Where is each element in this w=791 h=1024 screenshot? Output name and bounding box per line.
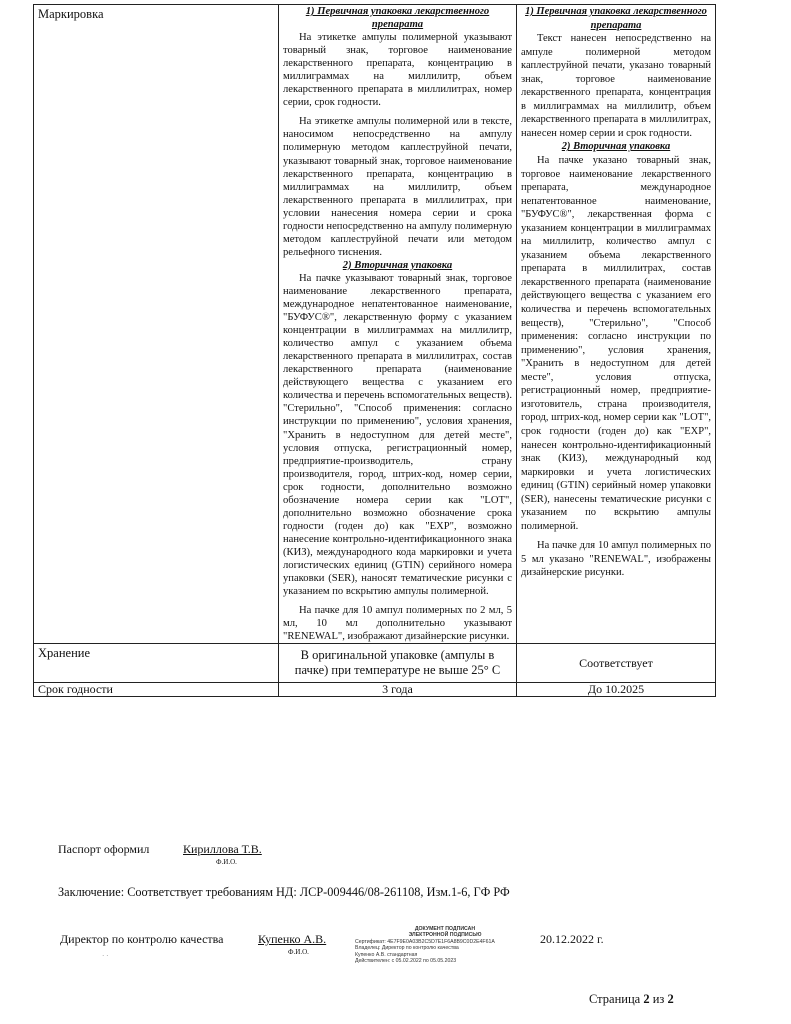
director-fio-caption: Ф.И.О. xyxy=(288,948,309,956)
primary-pack-heading: 1) Первичная упаковка лекарственного препарата xyxy=(525,6,707,31)
result-paragraph: На пачке указано товарный знак, торговое наименование лекарственного препарата, международное непатентованное наименование, "БУФУС®", лекарственная форма с указанием концентрации в миллиграммах на миллилитр, количество ампул с указанием объема лекарственного препарата в миллилитрах, состав лекарственного препарата (наименование действующего вещества с указанием его количества и перечень вспомогательных веществ), "Стерильно", "Способ применения: согласно инструкции по применению", условия хранения, "Хранить в недоступном для детей месте", условия отпуска, регистрационный номер, предприятие-изготовитель, страна производителя, город, штрих-код, номер серии как "LOT", срок годности (годен до) как "EXP", нанесен контрольно-идентификационный знак (КИЗ), международный код маркировки и учета логистических единиц (GTIN) серийный номер упаковки (SER), нанесены тематические рисунки с указанием по вскрытию ампулы полимерной. xyxy=(521,155,711,532)
secondary-pack-heading: 2) Вторичная упаковка xyxy=(561,141,671,153)
marking-row xyxy=(34,5,716,644)
stamp-title: ДОКУМЕНТ ПОДПИСАН xyxy=(414,926,476,932)
storage-requirement: В оригинальной упаковке (ампулы в пачке) при температуре не выше 25° С xyxy=(279,644,517,683)
result-paragraph: На пачке для 10 ампул полимерных по 5 мл указано "RENEWAL", изображены дизайнерские рисунки. xyxy=(521,540,711,579)
page-prefix: Страница xyxy=(589,992,641,1006)
shelf-life-label: Срок годности xyxy=(34,683,279,697)
page-current: 2 xyxy=(643,992,650,1006)
passport-label: Паспорт оформил xyxy=(58,842,150,856)
shelf-life-result: До 10.2025 xyxy=(517,683,716,697)
marking-result-cell xyxy=(517,5,716,644)
director-name: Купенко А.В. xyxy=(258,932,327,946)
primary-pack-heading: 1) Первичная упаковка лекарственного препарата xyxy=(305,6,490,31)
passport-fio-caption: Ф.И.О. xyxy=(216,858,237,866)
requirement-paragraph: На пачке для 10 ампул полимерных по 2 мл, 5 мл, 10 мл дополнительно указывают "RENEWAL", изображают дизайнерские рисунки. xyxy=(283,605,512,643)
conclusion: Заключение: Соответствует требованиям НД: ЛСР-009446/08-261108, Изм.1-6, ГФ РФ xyxy=(58,885,510,899)
storage-result: Соответствует xyxy=(517,644,716,683)
spec-table xyxy=(33,4,716,697)
electronic-signature-stamp xyxy=(355,926,535,964)
stamp-line: Владелец: Директор по контролю качества xyxy=(355,945,459,952)
stamp-line: Действителен: с 05.02.2022 по 05.05.2023 xyxy=(355,958,457,965)
secondary-pack-heading: 2) Вторичная упаковка xyxy=(342,259,453,271)
result-paragraph: Текст нанесен непосредственно на ампуле полимерной методом каплеструйной печати, указано товарный знак, торговое наименование лекарственного препарата, концентрация в миллиграммах на миллилитр, объем лекарственного препарата в миллилитрах, нанесен номер серии и срок годности. xyxy=(521,33,711,139)
storage-row xyxy=(34,644,716,683)
storage-label: Хранение xyxy=(34,644,279,683)
stamp-line: Сертификат: 4E7F9E0A03B2C5D7E1F6A8B9C0D2E4F61A xyxy=(355,938,495,945)
shelf-life-row xyxy=(34,683,716,697)
marking-requirement-cell xyxy=(279,5,517,644)
director-label: Директор по контролю качества xyxy=(60,932,224,946)
signature-date: 20.12.2022 г. xyxy=(540,932,604,946)
shelf-life-requirement: 3 года xyxy=(279,683,517,697)
stamp-subtitle: ЭЛЕКТРОННОЙ ПОДПИСЬЮ xyxy=(408,932,482,939)
requirement-paragraph: На этикетке ампулы полимерной или в тексте, наносимом непосредственно на ампулу полимерную методом каплеструйной печати, указывают товарный знак, торговое наименование лекарственного препарата, концентрацию в миллиграммах на миллилитр, объем лекарственного препарата в миллилитрах, при условии нанесения номера серии и срока годности непосредственно на ампулу полимерную методом каплеструйной печати или методом рельефного тиснения. xyxy=(283,116,512,258)
page-of: из xyxy=(652,992,665,1006)
passport-signature xyxy=(58,842,262,866)
marking-label: Маркировка xyxy=(34,5,279,644)
stamp-line: Купенко А.В. стандартная xyxy=(355,951,418,958)
page-total: 2 xyxy=(667,992,674,1006)
scan-artifact: · · xyxy=(102,952,109,960)
page-number xyxy=(589,992,674,1007)
requirement-paragraph: На пачке указывают товарный знак, торговое наименование лекарственного препарата, международное непатентованное наименование, "БУФУС®", лекарственную форму с указанием концентрации в миллиграммах на миллилитр, количество ампул с указанием объема лекарственного препарата в миллилитрах, состав лекарственного препарата (наименование действующего вещества с указанием его количества и перечень вспомогательных веществ). "Стерильно", "Способ применения: согласно инструкции по применению", условия хранения, "Хранить в недоступном для детей месте", условия отпуска, регистрационный номер, предприятие-производитель, страну производителя, город, штрих-код, номер серии, срок годности, дополнительно возможно обозначение номера серии как "LOT", дополнительно возможно обозначение срока годности (годен до) как "EXP", возможно нанесение контрольно-идентификационного знака (КИЗ), международного кода маркировки и учета логистических единиц (GTIN) серийного номера упаковки (SER), наносят тематические рисунки с указанием по вскрытию ампулы полимерной. xyxy=(283,272,512,598)
passport-name: Кириллова Т.В. xyxy=(183,842,262,856)
director-signature xyxy=(60,932,327,956)
requirement-paragraph: На этикетке ампулы полимерной указывают товарный знак, торговое наименование лекарственного препарата, концентрацию в миллиграммах на миллилитр, объем лекарственного препарата в миллилитрах, номер серии, срок годности. xyxy=(283,32,512,109)
